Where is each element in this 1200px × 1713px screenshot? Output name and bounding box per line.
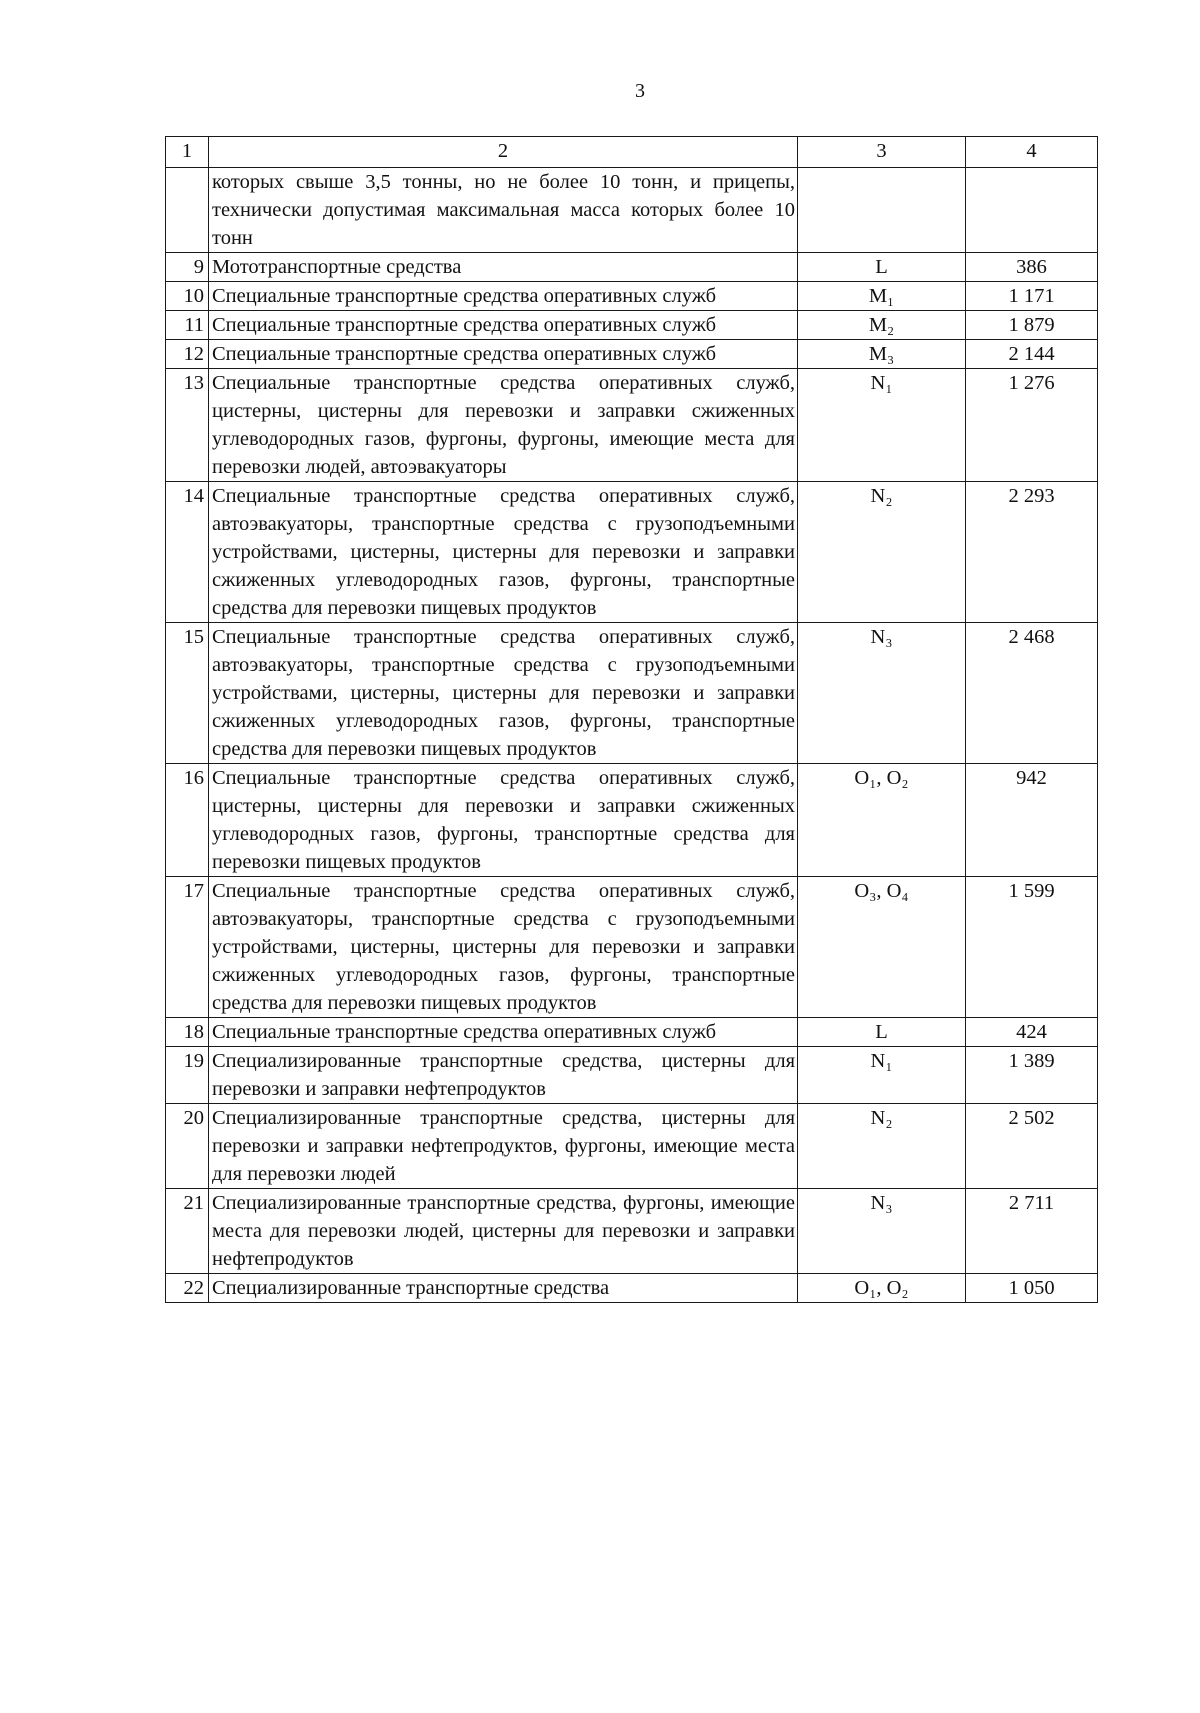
row-value: 2 468 (966, 623, 1098, 764)
row-category: O₁, O₂ (798, 1274, 966, 1303)
row-value: 2 502 (966, 1104, 1098, 1189)
table-row (166, 482, 1098, 623)
row-description: Специальные транспортные средства оперативных служб, автоэвакуаторы, транспортные средства с грузоподъемными устройствами, цистерны, цистерны для перевозки и заправки сжиженных углеводородных газов, фургоны, транспортные средства для перевозки пищевых продуктов (209, 623, 798, 764)
table-row (166, 1274, 1098, 1303)
table-header-row (166, 137, 1098, 168)
row-description: Специализированные транспортные средства, цистерны для перевозки и заправки нефтепродуктов (209, 1047, 798, 1104)
row-description: Мототранспортные средства (209, 253, 798, 282)
row-category: L (798, 253, 966, 282)
row-value: 1 599 (966, 877, 1098, 1018)
row-number: 21 (166, 1189, 209, 1274)
row-number: 14 (166, 482, 209, 623)
row-value (966, 168, 1098, 253)
row-description: которых свыше 3,5 тонны, но не более 10 тонн, и прицепы, технически допустимая максимальная масса которых более 10 тонн (209, 168, 798, 253)
row-category: N₁ (798, 1047, 966, 1104)
row-value: 942 (966, 764, 1098, 877)
vehicle-category-table (165, 136, 1098, 1303)
row-description: Специализированные транспортные средства, фургоны, имеющие места для перевозки людей, цистерны для перевозки и заправки нефтепродуктов (209, 1189, 798, 1274)
row-description: Специальные транспортные средства оперативных служб, цистерны, цистерны для перевозки и заправки сжиженных углеводородных газов, фургоны, транспортные средства для перевозки пищевых продуктов (209, 764, 798, 877)
row-number (166, 168, 209, 253)
table-row (166, 311, 1098, 340)
row-value: 424 (966, 1018, 1098, 1047)
header-cell-2: 2 (209, 137, 798, 168)
row-description: Специальные транспортные средства оперативных служб (209, 1018, 798, 1047)
row-category: N₂ (798, 1104, 966, 1189)
row-category: M₃ (798, 340, 966, 369)
table-row (166, 877, 1098, 1018)
row-number: 12 (166, 340, 209, 369)
row-number: 16 (166, 764, 209, 877)
header-cell-1: 1 (166, 137, 209, 168)
table-row (166, 764, 1098, 877)
table-row (166, 340, 1098, 369)
row-description: Специальные транспортные средства оперативных служб, цистерны, цистерны для перевозки и заправки сжиженных углеводородных газов, фургоны, фургоны, имеющие места для перевозки людей, автоэвакуаторы (209, 369, 798, 482)
table-row (166, 1047, 1098, 1104)
row-number: 10 (166, 282, 209, 311)
row-number: 18 (166, 1018, 209, 1047)
row-number: 17 (166, 877, 209, 1018)
row-description: Специальные транспортные средства оперативных служб (209, 340, 798, 369)
row-description: Специальные транспортные средства оперативных служб (209, 311, 798, 340)
row-category: N₃ (798, 1189, 966, 1274)
row-description: Специализированные транспортные средства (209, 1274, 798, 1303)
row-value: 2 293 (966, 482, 1098, 623)
table-row (166, 253, 1098, 282)
row-number: 15 (166, 623, 209, 764)
row-value: 386 (966, 253, 1098, 282)
header-cell-3: 3 (798, 137, 966, 168)
header-cell-4: 4 (966, 137, 1098, 168)
row-description: Специальные транспортные средства оперативных служб (209, 282, 798, 311)
row-category: L (798, 1018, 966, 1047)
row-category: N₁ (798, 369, 966, 482)
table-row (166, 282, 1098, 311)
row-description: Специализированные транспортные средства, цистерны для перевозки и заправки нефтепродуктов, фургоны, имеющие места для перевозки людей (209, 1104, 798, 1189)
row-number: 11 (166, 311, 209, 340)
table-row (166, 1018, 1098, 1047)
row-number: 20 (166, 1104, 209, 1189)
row-number: 13 (166, 369, 209, 482)
row-number: 22 (166, 1274, 209, 1303)
row-value: 1 050 (966, 1274, 1098, 1303)
row-category: O₃, O₄ (798, 877, 966, 1018)
row-category (798, 168, 966, 253)
table-row (166, 623, 1098, 764)
row-category: M₂ (798, 311, 966, 340)
page-number: 3 (635, 80, 645, 102)
row-category: M₁ (798, 282, 966, 311)
row-number: 19 (166, 1047, 209, 1104)
row-value: 1 389 (966, 1047, 1098, 1104)
row-category: N₃ (798, 623, 966, 764)
row-value: 1 171 (966, 282, 1098, 311)
row-category: O₁, O₂ (798, 764, 966, 877)
row-value: 2 711 (966, 1189, 1098, 1274)
table-row (166, 1189, 1098, 1274)
table-row (166, 369, 1098, 482)
table-row (166, 1104, 1098, 1189)
row-description: Специальные транспортные средства оперативных служб, автоэвакуаторы, транспортные средства с грузоподъемными устройствами, цистерны, цистерны для перевозки и заправки сжиженных углеводородных газов, фургоны, транспортные средства для перевозки пищевых продуктов (209, 482, 798, 623)
table-row-continuation (166, 168, 1098, 253)
row-value: 1 879 (966, 311, 1098, 340)
row-category: N₂ (798, 482, 966, 623)
row-value: 2 144 (966, 340, 1098, 369)
row-value: 1 276 (966, 369, 1098, 482)
row-description: Специальные транспортные средства оперативных служб, автоэвакуаторы, транспортные средства с грузоподъемными устройствами, цистерны, цистерны для перевозки и заправки сжиженных углеводородных газов, фургоны, транспортные средства для перевозки пищевых продуктов (209, 877, 798, 1018)
row-number: 9 (166, 253, 209, 282)
